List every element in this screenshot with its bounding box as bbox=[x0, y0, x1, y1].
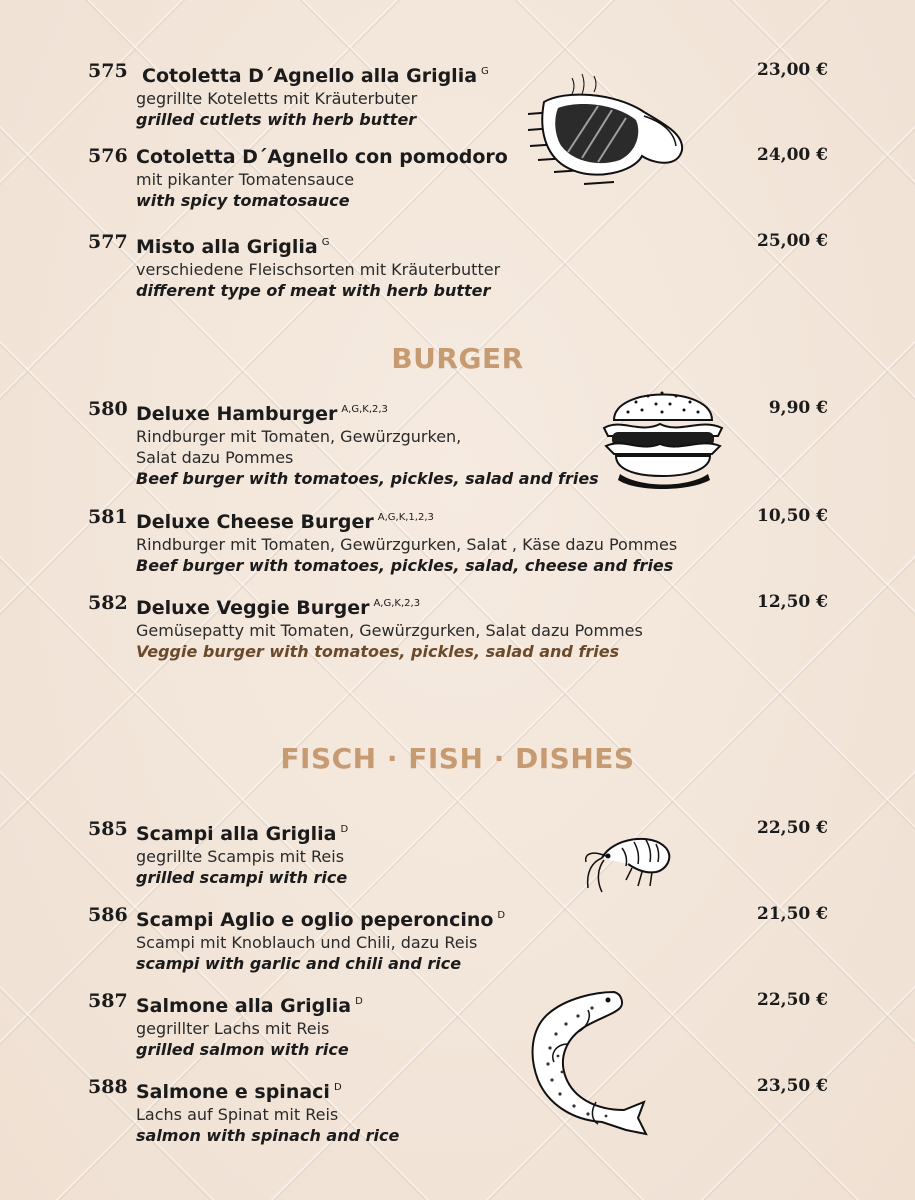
item-name: Misto alla Griglia bbox=[136, 236, 318, 258]
allergen-codes: G bbox=[481, 66, 489, 77]
item-number: 577 bbox=[88, 231, 128, 253]
menu-item-588 bbox=[88, 1076, 828, 1146]
item-description-en: grilled salmon with rice bbox=[136, 1040, 349, 1059]
item-price: 22,50 € bbox=[757, 990, 828, 1010]
allergen-codes: D bbox=[355, 996, 363, 1007]
item-number: 587 bbox=[88, 990, 128, 1012]
menu-item-585 bbox=[88, 818, 828, 888]
item-description-en: Veggie burger with tomatoes, pickles, salad and fries bbox=[136, 642, 620, 661]
item-price: 9,90 € bbox=[768, 398, 828, 418]
allergen-codes: D bbox=[497, 910, 506, 921]
item-description-en: different type of meat with herb butter bbox=[136, 281, 491, 300]
item-number: 582 bbox=[88, 592, 128, 614]
item-description-de-line2: Salat dazu Pommes bbox=[136, 448, 294, 467]
menu-item-575 bbox=[88, 60, 828, 130]
item-description-en: scampi with garlic and chili and rice bbox=[136, 954, 462, 973]
item-price: 24,00 € bbox=[757, 145, 828, 165]
item-number: 588 bbox=[88, 1076, 128, 1098]
item-name: Deluxe Cheese Burger bbox=[136, 511, 374, 533]
item-description-de: gegrillter Lachs mit Reis bbox=[136, 1019, 330, 1038]
item-price: 23,50 € bbox=[757, 1076, 828, 1096]
item-description-de: Lachs auf Spinat mit Reis bbox=[136, 1105, 339, 1124]
item-name: Cotoletta D´Agnello con pomodoro bbox=[136, 146, 508, 168]
item-name: Salmone alla Griglia bbox=[136, 995, 352, 1017]
section-title-burger: BURGER bbox=[391, 342, 524, 375]
shrimp-icon bbox=[582, 828, 674, 896]
item-name: Deluxe Veggie Burger bbox=[136, 597, 370, 619]
item-name: Scampi Aglio e oglio peperoncino bbox=[136, 909, 494, 931]
salmon-icon bbox=[526, 984, 652, 1136]
item-description-de: Scampi mit Knoblauch und Chili, dazu Reis bbox=[136, 933, 478, 952]
item-description-en: with spicy tomatosauce bbox=[136, 191, 350, 210]
item-name: Scampi alla Griglia bbox=[136, 823, 337, 845]
menu-item-577 bbox=[88, 231, 828, 301]
allergen-codes: A,G,K,1,2,3 bbox=[377, 512, 434, 523]
section-title-fish: FISCH · FISH · DISHES bbox=[280, 742, 635, 775]
menu-item-581 bbox=[88, 506, 828, 576]
item-number: 576 bbox=[88, 145, 128, 167]
item-description-de: gegrillte Koteletts mit Kräuterbuter bbox=[136, 89, 418, 108]
item-name: Salmone e spinaci bbox=[136, 1081, 330, 1103]
item-price: 12,50 € bbox=[757, 592, 828, 612]
item-description-en: grilled scampi with rice bbox=[136, 868, 348, 887]
item-price: 23,00 € bbox=[757, 60, 828, 80]
item-description-de: Rindburger mit Tomaten, Gewürzgurken, Salat , Käse dazu Pommes bbox=[136, 535, 678, 554]
allergen-codes: A,G,K,2,3 bbox=[373, 598, 421, 609]
item-description-de: Rindburger mit Tomaten, Gewürzgurken, bbox=[136, 427, 462, 446]
item-description-en: Beef burger with tomatoes, pickles, salad and fries bbox=[136, 469, 599, 488]
menu-item-586 bbox=[88, 904, 828, 974]
allergen-codes: D bbox=[333, 1082, 342, 1093]
item-name: Cotoletta D´Agnello alla Griglia bbox=[142, 65, 478, 87]
grilled-meat-icon bbox=[524, 72, 688, 192]
item-description-de: verschiedene Fleischsorten mit Kräuterbutter bbox=[136, 260, 501, 279]
item-description-en: Beef burger with tomatoes, pickles, salad, cheese and fries bbox=[136, 556, 674, 575]
item-number: 586 bbox=[88, 904, 128, 926]
menu-item-587 bbox=[88, 990, 828, 1060]
item-number: 585 bbox=[88, 818, 128, 840]
item-number: 581 bbox=[88, 506, 128, 528]
menu-item-582 bbox=[88, 592, 828, 662]
item-number: 575 bbox=[88, 60, 128, 82]
item-number: 580 bbox=[88, 398, 128, 420]
allergen-codes: G bbox=[321, 237, 330, 248]
burger-icon bbox=[600, 372, 726, 492]
allergen-codes: A,G,K,2,3 bbox=[341, 404, 388, 415]
item-price: 25,00 € bbox=[757, 231, 828, 251]
menu-item-576 bbox=[88, 145, 828, 215]
allergen-codes: D bbox=[340, 824, 349, 835]
item-name: Deluxe Hamburger bbox=[136, 403, 338, 425]
item-price: 22,50 € bbox=[757, 818, 828, 838]
item-price: 10,50 € bbox=[757, 506, 828, 526]
item-description-de: mit pikanter Tomatensauce bbox=[136, 170, 355, 189]
item-description-en: grilled cutlets with herb butter bbox=[136, 110, 417, 129]
item-price: 21,50 € bbox=[757, 904, 828, 924]
item-description-de: gegrillte Scampis mit Reis bbox=[136, 847, 345, 866]
item-description-de: Gemüsepatty mit Tomaten, Gewürzgurken, Salat dazu Pommes bbox=[136, 621, 643, 640]
item-description-en: salmon with spinach and rice bbox=[136, 1126, 400, 1145]
